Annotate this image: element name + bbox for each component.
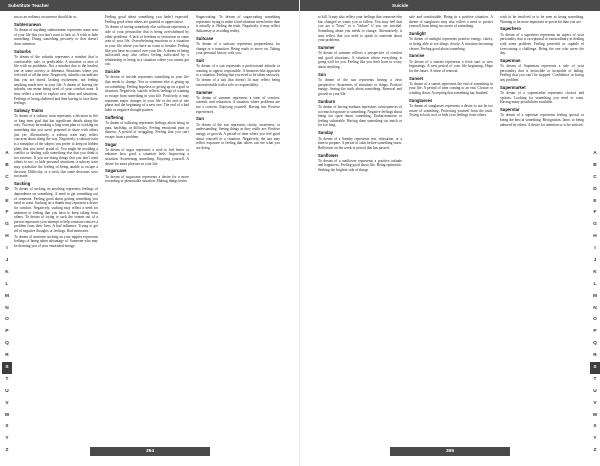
entry-text: To dream of summer reflects a perspective of comfort and good situations. A situation where everything is going well for you. Feeling like you don't have to worry about anything. (318, 51, 402, 70)
entry-term: Sun (196, 116, 204, 122)
alphabet-letter-a[interactable]: A (593, 151, 597, 156)
entry-term: Summer (196, 89, 213, 95)
alphabet-letter-c[interactable]: C (5, 174, 9, 180)
entry-text: To dream of a supermarket represents choices and options. Looking for something you need or want. Having many possibilities available. (500, 91, 584, 105)
entry-text: To dream of sunglasses represents a desire to not be too aware of something. Protecting yourself from the truth. Trying to look cool or hide your feelings from others. (409, 104, 493, 118)
entry-text: To dream of sucking on anything represents feelings of dependence on something. A need to get something out of someone. Feeling good about getting something you need or want. Sucking on a thumb may represent a desire for comfort. Negatively, sucking may reflect a need for attention or feeling that you have to keep taking from others. To dream of trying to suck the venom out of a person represents your attempt to help someone remove a problem from their lives. A bad influence. Trying to get rid of negative thoughts or feelings. Bad memories. (14, 187, 98, 233)
entry-term: Sugar (105, 141, 117, 147)
alphabet-letter-g[interactable]: G (5, 222, 9, 228)
entry-text: safe and comfortable. Being in a positive situation. A dream of sunglasses may also reflect a need to protect yourself from being too aware of something. (409, 15, 493, 29)
entry-text: To dream of seeing somebody else suffocate represents a side of your personality that is being overwhelmed by other problems. A lack of freedom or restriction in some area of your life. Overwhelming emotions or a situation in your life where you have no room to breathe. Feeling like you have no control over your life. A dream of being suffocated may also reflect feeling suffocated by a relationship or being in a situation where you cannot get out. (105, 25, 189, 67)
entry-text: To dream of a superstar represents feeling special or being the best at something. Recognition, fame, or being admired by others. A desire for attention or to be noticed. (500, 113, 584, 127)
entry-term: Superman (500, 57, 521, 63)
left-columns (14, 15, 280, 443)
alphabet-letter-e[interactable]: E (5, 198, 9, 204)
alphabet-letter-w[interactable]: W (592, 412, 598, 418)
right-columns (318, 15, 584, 443)
alphabet-letter-w[interactable]: W (4, 412, 10, 418)
alphabet-letter-r[interactable]: R (5, 353, 9, 359)
entry-term: Summer (318, 44, 335, 50)
right-alphabet-index (590, 148, 600, 457)
alphabet-letter-l[interactable]: L (593, 281, 597, 287)
alphabet-letter-v[interactable]: V (5, 400, 9, 406)
entry-term: Supermarket (500, 84, 526, 90)
alphabet-letter-n[interactable]: N (5, 305, 9, 311)
alphabet-letter-h[interactable]: H (5, 234, 9, 240)
right-page-number: 395 (390, 447, 510, 456)
alphabet-letter-r[interactable]: R (593, 353, 597, 359)
entry-term: Sunlight (409, 31, 426, 37)
entry-text: To dream of someone sucking on your nipples represents feelings of being taken advantage of. Someone who may be draining you of your emotional energy. (14, 234, 98, 249)
entry-term: Sunrise (409, 53, 425, 59)
alphabet-letter-b[interactable]: B (5, 162, 9, 168)
entry-text: To dream of anything subterranean represents some area of your life that you don't want to look at. A wish to hide something. Doing something privately or that doesn't draw attention. (14, 28, 98, 46)
left-page-header: Substitute Teacher (0, 0, 300, 11)
alphabet-letter-j[interactable]: J (593, 258, 597, 264)
alphabet-letter-c[interactable]: C (593, 174, 597, 180)
left-column-1 (14, 15, 98, 443)
entry-term: Sunset (409, 75, 423, 81)
entry-text: To dream of a sunrise represents a fresh start or new beginnings. A new period of your life beginning. Hope for the future. A sense of renewal. (409, 59, 493, 73)
left-column-2 (105, 15, 189, 443)
entry-text: To dream of a suit represents a professional attitude or wanting to appear responsible. A business-like approach to a situation. Feeling that you need to be taken seriously. To dream of a suit that doesn't fit may reflect being uncomfortable with a role or responsibility. (196, 64, 280, 87)
entry-text: To dream of a sunflower represents a positive attitude and happiness. Feeling good about life. Being optimistic. Seeking the brighter side of things. (318, 158, 402, 173)
alphabet-letter-g[interactable]: G (593, 222, 597, 228)
entry-text: To dream of a Sunday represents rest, relaxation, or a time to prepare. A period of calm before something starts. Reflection on the week or period that has passed. (318, 136, 402, 150)
entry-text: To dream of a subway train represents a decision in life or long term goal that has significant details along the way. You may be making a long term plan or working on something that you aren't prepared to share with others just yet. Alternatively, a subway train may reflect concerns about doing the way. Negatively, a subway train is a metaphor of the subject you prefer to keep on hidden plans that you aren't proud of. You might be avoiding a conflict or dealing with something else that you think is too extreme. If you are doing things that you don't want others to see, or hide personal situations, a subway train may symbolize the feeling of being unable to escape a decision. Difficulty, or a wish, that some decisions were not made. (14, 114, 98, 179)
entry-text: Sugarcoating: To dream of sugarcoating something represents trying to make a bad situation seem better than it actually is. Hiding the truth. Negatively, it may reflect dishonesty or avoiding reality. (196, 15, 280, 33)
entry-term: Sunburn (318, 98, 336, 104)
left-column-3 (196, 15, 280, 443)
right-column-3 (500, 15, 584, 443)
alphabet-letter-o[interactable]: O (5, 317, 9, 323)
entry-text: To dream of Superman represents a side of your personality that is invincible or incapable of failing. Feeling that you can't be stopped. Confidence in facing any problem. (500, 64, 584, 83)
entry-term: Sunglasses (409, 97, 433, 103)
alphabet-letter-q[interactable]: Q (593, 341, 597, 347)
entry-text: To dream of the suburbs represents a mindset that is comfortable, safe, or predictable. A situation or area of life with no problems. Not a mindset that is the hardest one or some activity or dilemma. Situations where you feel tired of all the time. Negatively, suburbs can indicate that you are bored, lacking excitement, not feeling anything much new in your life. A dream of leaving the suburbs can mean being tired of your comfort zone. It may reflect a need to explore new ideas and situations. Feelings of being sheltered and then having to face those feelings. (14, 54, 98, 106)
entry-term: Sun (318, 71, 326, 77)
entry-text: To dream of the sun represents having a clear perspective. Awareness of situations or things. Positive energy. Seeing the truth about something. Renewal and growth in your life. (318, 78, 402, 96)
alphabet-letter-f[interactable]: F (593, 210, 597, 216)
alphabet-letter-n[interactable]: N (593, 305, 597, 311)
alphabet-letter-t[interactable]: T (593, 376, 597, 382)
alphabet-letter-p[interactable]: P (5, 329, 9, 335)
right-page (300, 0, 600, 466)
entry-text: To dream of having sunburn represents consequences of too much exposure to something. Negative feelings about being too open about something. Embarrassment or feeling vulnerable. Having done something too much or for too long. (318, 104, 402, 128)
entry-term: Sucking (14, 181, 31, 187)
right-column-1 (318, 15, 402, 443)
left-alphabet-index (2, 148, 12, 457)
alphabet-letter-u[interactable]: U (5, 388, 9, 394)
entry-term: Suburbs (14, 48, 31, 54)
entry-text: To dream of sugarcane represents a desire for a more rewarding or pleasurable situation. Making things better. (105, 174, 189, 184)
alphabet-letter-i[interactable]: I (594, 246, 596, 252)
alphabet-letter-t[interactable]: T (5, 376, 9, 382)
entry-term: Subterranean (14, 21, 41, 27)
entry-text: To dream of a sunset represents the end of something in your life. A period of time coming to an end. Closure or winding down. Accepting that something has finished. (409, 81, 493, 96)
alphabet-letter-y[interactable]: Y (5, 436, 9, 442)
entry-term: Sunflower (318, 152, 339, 158)
alphabet-letter-s[interactable]: S (2, 362, 12, 374)
entry-term: Suit (196, 57, 204, 63)
alphabet-letter-j[interactable]: J (5, 258, 9, 264)
alphabet-letter-o[interactable]: O (593, 317, 597, 323)
entry-term: Subway Trains (14, 108, 44, 113)
alphabet-letter-v[interactable]: V (593, 400, 597, 406)
left-page-number: 394 (90, 447, 210, 456)
alphabet-letter-d[interactable]: D (5, 186, 9, 192)
alphabet-letter-z[interactable]: Z (5, 448, 9, 454)
alphabet-letter-m[interactable]: M (593, 293, 597, 299)
entry-text: To dream of sunlight represents positive energy, clarity, or being able to see things clearly. A situation becoming clearer. Feeling good about something. (409, 37, 493, 51)
alphabet-letter-k[interactable]: K (5, 269, 9, 275)
entry-term: Suitcase (196, 35, 214, 41)
entry-text: not as an ordinary occurrence should do so. (14, 15, 78, 19)
alphabet-letter-m[interactable]: M (5, 293, 9, 299)
alphabet-letter-l[interactable]: L (5, 281, 9, 287)
entry-text: Feeling good about something you hadn't expected. Feeling good when others are grateful or appreciative. (105, 15, 189, 24)
alphabet-letter-k[interactable]: K (593, 269, 597, 275)
entry-text: To dream of sugar represents a wish to feel better or enhance how good a situation feels. Improving a situation. Sweetening something. Enjoying yourself. A desire for more pleasure in your life. (105, 147, 189, 166)
entry-term: Superstar (500, 107, 520, 113)
alphabet-letter-f[interactable]: F (5, 210, 9, 216)
entry-text: To dream of summer represents a time of comfort, warmth, and relaxation. A situation where problems are not a concern. Enjoying yourself. Having fun. Positive experiences. (196, 95, 280, 114)
entry-text: wish to be involved or to be seen as being something. Wanting to be more important or powerful than you are. (500, 15, 584, 24)
entry-text: To dream of suffering represents feelings about being in pain, hardship, or difficulty. Feeling emotional pain or distress. A period of struggling. Feeling that you can't escape from a problem. (105, 120, 189, 139)
entry-term: Superhero (500, 26, 521, 32)
alphabet-letter-p[interactable]: P (593, 329, 597, 335)
entry-term: Suicide (105, 69, 120, 75)
entry-text: To dream of the sun represents clarity, awareness, or understanding. Seeing things as they really are. Positive energy or growth. A period of time where you feel good about yourself or a situation. Negatively, the sun may reflect exposure or feeling that others can see what you are doing. (196, 122, 280, 150)
alphabet-letter-z[interactable]: Z (593, 448, 597, 454)
alphabet-letter-q[interactable]: Q (5, 341, 9, 347)
entry-text: To dream of suicide represents something in your life that needs to change. You or someone else is giving up on something. Feeling hopeless or giving up on a goal or situation. Negatively, suicide reflects feelings of wanting to escape from something in your life. Positively, it may represent major changes in your life or the end of one phase and the beginning of a new one. The end of a bad habit or negative thought pattern. (105, 75, 189, 112)
entry-term: Sugarcane (105, 168, 127, 174)
right-page-header: Suicide (300, 0, 600, 11)
entry-term: Suffering (105, 114, 124, 120)
alphabet-letter-e[interactable]: E (593, 198, 597, 204)
alphabet-letter-a[interactable]: A (5, 151, 9, 156)
entry-term: Sunday (318, 130, 334, 136)
right-column-2 (409, 15, 493, 443)
alphabet-letter-u[interactable]: U (593, 388, 597, 394)
alphabet-letter-s[interactable]: S (590, 362, 600, 374)
alphabet-letter-y[interactable]: Y (593, 436, 597, 442)
alphabet-letter-x[interactable]: X (593, 424, 597, 430)
alphabet-letter-h[interactable]: H (593, 234, 597, 240)
alphabet-letter-i[interactable]: I (6, 246, 8, 252)
alphabet-letter-x[interactable]: X (5, 424, 9, 430)
entry-text: to kill. It may also reflect your feelings that someone else has changed or wants you to follow. You may feel that you are a "loser" or a "failure" if you are suicidal. Something about you needs to change. Alternatively, it may reflect that you need to speak to someone about your problems. (318, 15, 402, 43)
entry-text: To dream of a superhero represents an aspect of your personality that is exceptional or extraordinary in dealing with some problem. Feeling powerful or capable of overcoming a challenge. Being the one who saves the day. (500, 32, 584, 56)
entry-text: To dream of a suitcase represents preparedness for change or a transition. Being ready to move on. Taking your personal history with you. (196, 41, 280, 56)
alphabet-letter-b[interactable]: B (593, 162, 597, 168)
alphabet-letter-d[interactable]: D (593, 186, 597, 192)
